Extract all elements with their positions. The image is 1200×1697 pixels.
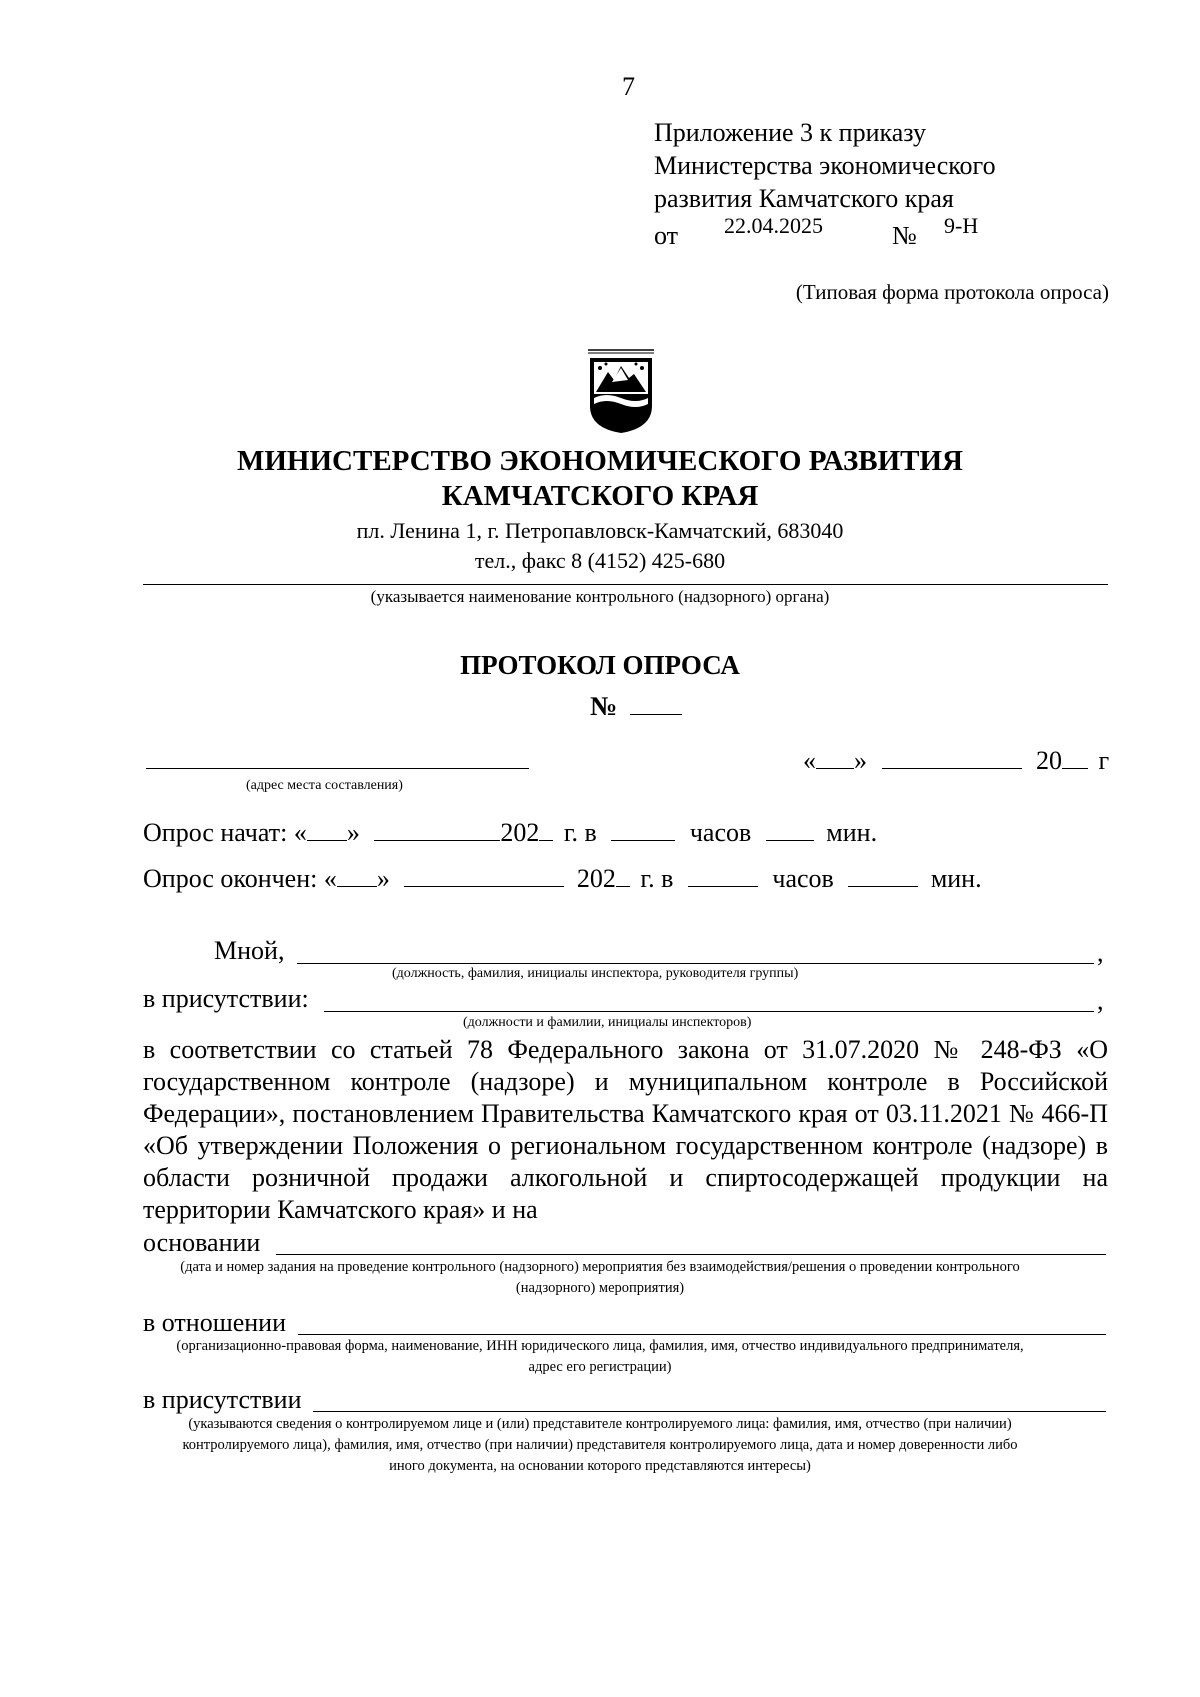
survey-start-label: Опрос начат: « bbox=[143, 818, 307, 847]
survey-end-row bbox=[143, 860, 982, 894]
protocol-title: ПРОТОКОЛ ОПРОСА bbox=[460, 650, 740, 680]
survey-end-hours-field[interactable] bbox=[688, 860, 758, 887]
survey-start-day-field[interactable] bbox=[307, 814, 347, 841]
form-type-label: (Типовая форма протокола опроса) bbox=[795, 280, 1109, 304]
survey-end-month-field[interactable] bbox=[404, 860, 564, 887]
inspectors-presence-comma: , bbox=[1097, 986, 1104, 1015]
compile-month-field[interactable] bbox=[882, 742, 1022, 769]
coat-of-arms-icon bbox=[586, 348, 656, 434]
compile-date-open-quote: « bbox=[803, 746, 816, 775]
protocol-number-row bbox=[590, 688, 682, 722]
appendix-block bbox=[654, 116, 996, 248]
protocol-number-field[interactable] bbox=[630, 688, 682, 715]
basis-field[interactable] bbox=[276, 1254, 1106, 1255]
regarding-caption-line-1: (организационно-правовая форма, наименование, ИНН юридического лица, фамилия, имя, отчество индивидуального предпринимателя, bbox=[176, 1338, 1024, 1354]
survey-end-minutes-field[interactable] bbox=[848, 860, 918, 887]
legal-basis-paragraph: в соответствии со статьей 78 Федерального закона от 31.07.2020 № 248-ФЗ «О государственном контроле (надзоре) и муниципальном контроле в Российской Федерации», постановлением Правительства Камчатского края от 03.11.2021 № 466-П «Об утверждении Положения о региональном государственном контроле (надзоре) в области розничной продажи алкогольной и спиртосодержащей продукции на территории Камчатского края» и на bbox=[143, 1035, 1108, 1224]
ministry-name-line-2: КАМЧАТСКОГО КРАЯ bbox=[441, 480, 759, 512]
compile-year-field[interactable] bbox=[1062, 742, 1088, 769]
survey-end-hours-label: часов bbox=[772, 864, 834, 893]
compile-year-prefix: 20 bbox=[1036, 746, 1062, 775]
ministry-phone: тел., факс 8 (4152) 425-680 bbox=[474, 548, 726, 573]
regarding-label: в отношении bbox=[143, 1308, 287, 1337]
ministry-name-line-1: МИНИСТЕРСТВО ЭКОНОМИЧЕСКОГО РАЗВИТИЯ bbox=[237, 445, 963, 477]
basis-caption-line-1: (дата и номер задания на проведение контрольного (надзорного) мероприятия без взаимодействия/решения о проведении контрольного bbox=[180, 1259, 1020, 1275]
survey-end-day-field[interactable] bbox=[337, 860, 377, 887]
survey-start-minutes-field[interactable] bbox=[766, 814, 814, 841]
compile-year-suffix: г bbox=[1098, 746, 1110, 775]
place-caption: (адрес места составления) bbox=[246, 778, 403, 793]
appendix-line-3: развития Камчатского края bbox=[654, 184, 954, 213]
survey-end-minutes-label: мин. bbox=[930, 864, 982, 893]
survey-start-hours-label: часов bbox=[689, 818, 752, 847]
survey-end-year: 202 bbox=[576, 864, 616, 893]
compile-day-field[interactable] bbox=[816, 742, 854, 769]
ministry-address: пл. Ленина 1, г. Петропавловск-Камчатский, 683040 bbox=[356, 518, 844, 543]
survey-start-close-quote: » bbox=[346, 818, 360, 847]
by-me-caption: (должность, фамилия, инициалы инспектора, руководителя группы) bbox=[392, 966, 799, 981]
survey-start-year-suffix: г. в bbox=[563, 818, 597, 847]
inspectors-presence-caption: (должности и фамилии, инициалы инспекторов) bbox=[463, 1015, 752, 1030]
survey-start-row bbox=[143, 814, 877, 848]
place-field[interactable] bbox=[146, 768, 529, 769]
page-number: 7 bbox=[622, 72, 635, 101]
controlled-presence-field[interactable] bbox=[313, 1411, 1106, 1412]
by-me-label: Мной, bbox=[214, 936, 285, 965]
survey-start-month-field[interactable] bbox=[374, 814, 500, 841]
appendix-number: 9-Н bbox=[944, 213, 979, 238]
controlled-presence-caption-line-2: контролируемого лица), фамилия, имя, отчество (при наличии) представителя контролируемого лица, дата и номер доверенности либо bbox=[182, 1437, 1018, 1453]
inspectors-presence-label: в присутствии: bbox=[143, 984, 309, 1013]
controlled-presence-caption-line-3: иного документа, на основании которого представляются интересы) bbox=[389, 1458, 811, 1474]
appendix-date-row bbox=[654, 215, 996, 248]
survey-end-close-quote: » bbox=[376, 864, 390, 893]
authority-divider bbox=[143, 584, 1108, 585]
survey-end-year-suffix: г. в bbox=[640, 864, 674, 893]
survey-start-hours-field[interactable] bbox=[611, 814, 675, 841]
regarding-caption-line-2: адрес его регистрации) bbox=[528, 1359, 672, 1375]
survey-start-year: 202 bbox=[500, 818, 540, 847]
appendix-line-1: Приложение 3 к приказу bbox=[654, 118, 927, 147]
survey-start-minutes-label: мин. bbox=[826, 818, 878, 847]
basis-label: основании bbox=[143, 1228, 261, 1257]
appendix-number-sign: № bbox=[892, 221, 917, 250]
authority-caption: (указывается наименование контрольного (надзорного) органа) bbox=[370, 587, 830, 606]
survey-end-label: Опрос окончен: « bbox=[143, 864, 337, 893]
basis-caption-line-2: (надзорного) мероприятия) bbox=[515, 1280, 685, 1296]
by-me-comma: , bbox=[1097, 938, 1104, 967]
regarding-field[interactable] bbox=[298, 1334, 1106, 1335]
compile-date-close-quote: » bbox=[854, 746, 867, 775]
controlled-presence-label: в присутствии bbox=[143, 1385, 302, 1414]
by-me-field[interactable] bbox=[297, 963, 1094, 964]
compile-date-row bbox=[803, 742, 1109, 776]
survey-start-year-field[interactable] bbox=[539, 814, 553, 841]
appendix-line-2: Министерства экономического bbox=[654, 151, 996, 180]
survey-end-year-field[interactable] bbox=[616, 860, 630, 887]
appendix-from-label: от bbox=[654, 221, 679, 250]
protocol-number-sign: № bbox=[590, 691, 618, 721]
controlled-presence-caption-line-1: (указываются сведения о контролируемом лице и (или) представителе контролируемого лица: фамилия, имя, отчество (при наличии) bbox=[188, 1416, 1012, 1432]
inspectors-presence-field[interactable] bbox=[324, 1011, 1094, 1012]
appendix-date: 22.04.2025 bbox=[724, 213, 823, 238]
